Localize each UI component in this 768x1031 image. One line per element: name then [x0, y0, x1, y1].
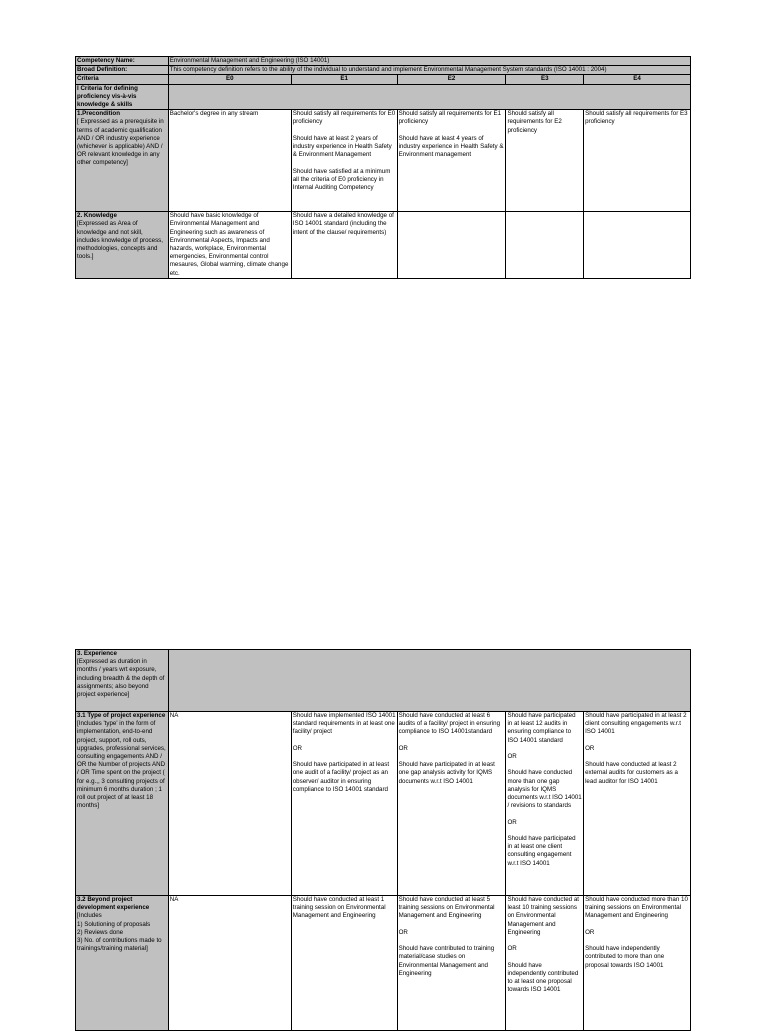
broad-definition-value: This competency definition refers to the ability of the individual to understand and implement Environmental Management System standards (ISO 14001 : 2004) [168, 66, 690, 75]
precondition-desc: [ Expressed as a prerequisite in terms of academic qualification AND / OR industry experience (whichever is applicable) AND / OR relevant knowledge in any other competency] [77, 118, 164, 167]
beyond-project-row [76, 896, 691, 1031]
knowledge-desc: [Expressed as Area of knowledge and not skill, includes knowledge of process, methodologies, concepts and tools.] [77, 220, 163, 261]
project-experience-criteria [76, 712, 169, 896]
beyond-project-e1: Should have conducted at least 1 training session on Environmental Management and Engineering [291, 896, 397, 1031]
competency-name-value: Environmental Management and Engineering (ISO 14001) [168, 57, 690, 66]
precondition-e4: Should satisfy all requirements for E3 proficiency [584, 110, 691, 212]
project-experience-desc: [Includes 'type' in the form of implementation, end-to-end project, support, roll outs, upgrades, professional services, consulting engagements AND / OR the Number of projects AND / OR Time spent on the project ( for e.g.,, 3 consulting projects of minimum 6 months duration ; 1 roll out project of at least 18 months] [77, 720, 166, 810]
project-experience-e3: Should have participated in at least 12 audits in ensuring compliance to ISO 14001 standard OR Should have conducted more than one gap analysis for IQMS documents w.r.t ISO 14001 / revisions to standards OR Should have participated in at least one client consulting engagement w.r.t ISO 14001 [506, 712, 584, 896]
experience-row [76, 650, 691, 712]
beyond-project-e2: Should have conducted at least 5 training sessions on Environmental Management and Engineering OR Should have contributed to training material/case studies on Environmental Management and Engineering [397, 896, 506, 1031]
competency-name-row [76, 57, 691, 66]
level-header-e0: E0 [168, 75, 291, 84]
precondition-e3: Should satisfy all requirements for E2 proficiency [506, 110, 584, 212]
knowledge-row [76, 212, 691, 279]
section-criteria-title: I Criteria for defining proficiency vis-à-vis knowledge & skills [76, 84, 169, 110]
precondition-e2: Should satisfy all requirements for E1 proficiency Should have at least 4 years of industry experience in Health Safety & Environment management [397, 110, 506, 212]
competency-name-label: Competency Name: [76, 57, 169, 66]
knowledge-criteria [76, 212, 169, 279]
level-header-e4: E4 [584, 75, 691, 84]
project-experience-e2: Should have conducted at least 6 audits of a facility/ project in ensuring compliance to ISO 14001standard OR Should have participated in at least one gap analysis activity for IQMS documents w.r.t ISO 14001 [397, 712, 506, 896]
project-experience-e1: Should have implemented ISO 14001 standard requirements in at least one facility/ project OR Should have participated in at least one audit of a facility/ project as an observer/ auditor in ensuring compliance to ISO 14001 standard [291, 712, 397, 896]
criteria-header-row [76, 75, 691, 84]
competency-table-bottom [75, 649, 691, 1031]
precondition-title: 1.Precondition [77, 110, 120, 118]
knowledge-title: 2. Knowledge [77, 212, 117, 220]
experience-criteria [76, 650, 169, 712]
knowledge-e0: Should have basic knowledge of Environmental Management and Engineering such as awareness of Environmental Aspects, Impacts and hazards, workplace, Environmental emergencies, Environmental control mesaures, Global warming, climate change etc. [168, 212, 291, 279]
section-criteria-row [76, 84, 691, 110]
project-experience-row [76, 712, 691, 896]
broad-definition-label: Broad Definition: [76, 66, 169, 75]
competency-table-top [75, 56, 691, 279]
project-experience-e0: NA [168, 712, 291, 896]
knowledge-e3 [506, 212, 584, 279]
beyond-project-title: 3.2 Beyond project development experience [77, 896, 150, 912]
beyond-project-e3: Should have conducted at least 10 training sessions on Environmental Management and Engineering OR Should have independently contributed to at least one proposal towards ISO 14001 [506, 896, 584, 1031]
experience-filler [168, 650, 690, 712]
precondition-criteria [76, 110, 169, 212]
project-experience-e4: Should have participated in at least 2 client consulting engagements w.r.t ISO 14001 OR Should have conducted at least 2 external audits for customers as a lead auditor for ISO 14001 [584, 712, 691, 896]
level-header-e1: E1 [291, 75, 397, 84]
criteria-header: Criteria [76, 75, 169, 84]
beyond-project-e4: Should have conducted more than 10 training sessions on Environmental Management and Engineering OR Should have independently contributed to more than one proposal towards ISO 14001 [584, 896, 691, 1031]
beyond-project-e0: NA [168, 896, 291, 1031]
knowledge-e4 [584, 212, 691, 279]
section-criteria-filler [168, 84, 690, 110]
beyond-project-criteria [76, 896, 169, 1031]
beyond-project-desc: [Includes 1) Solutioning of proposals 2) Reviews done 3) No. of contributions made to trainings/training material] [77, 912, 162, 953]
knowledge-e1: Should have a detailed knowledge of ISO 14001 standard (including the intent of the clause/ requirements) [291, 212, 397, 279]
project-experience-title: 3.1 Type of project experience [77, 712, 166, 719]
precondition-e1: Should satisfy all requirements for E0 proficiency Should have at least 2 years of industry experience in Health Safety & Environment Management Should have satisfied at a minimum all the criteria of E0 proficiency in Internal Auditing Competency [291, 110, 397, 212]
broad-definition-row [76, 66, 691, 75]
precondition-row [76, 110, 691, 212]
level-header-e2: E2 [397, 75, 506, 84]
knowledge-e2 [397, 212, 506, 279]
experience-title: 3. Experience [77, 650, 117, 657]
experience-desc: [Expressed as duration in months / years wrt exposure, including breadth & the depth of assignments; also beyond project experience] [77, 658, 165, 699]
precondition-e0: Bachelor's degree in any stream [168, 110, 291, 212]
level-header-e3: E3 [506, 75, 584, 84]
